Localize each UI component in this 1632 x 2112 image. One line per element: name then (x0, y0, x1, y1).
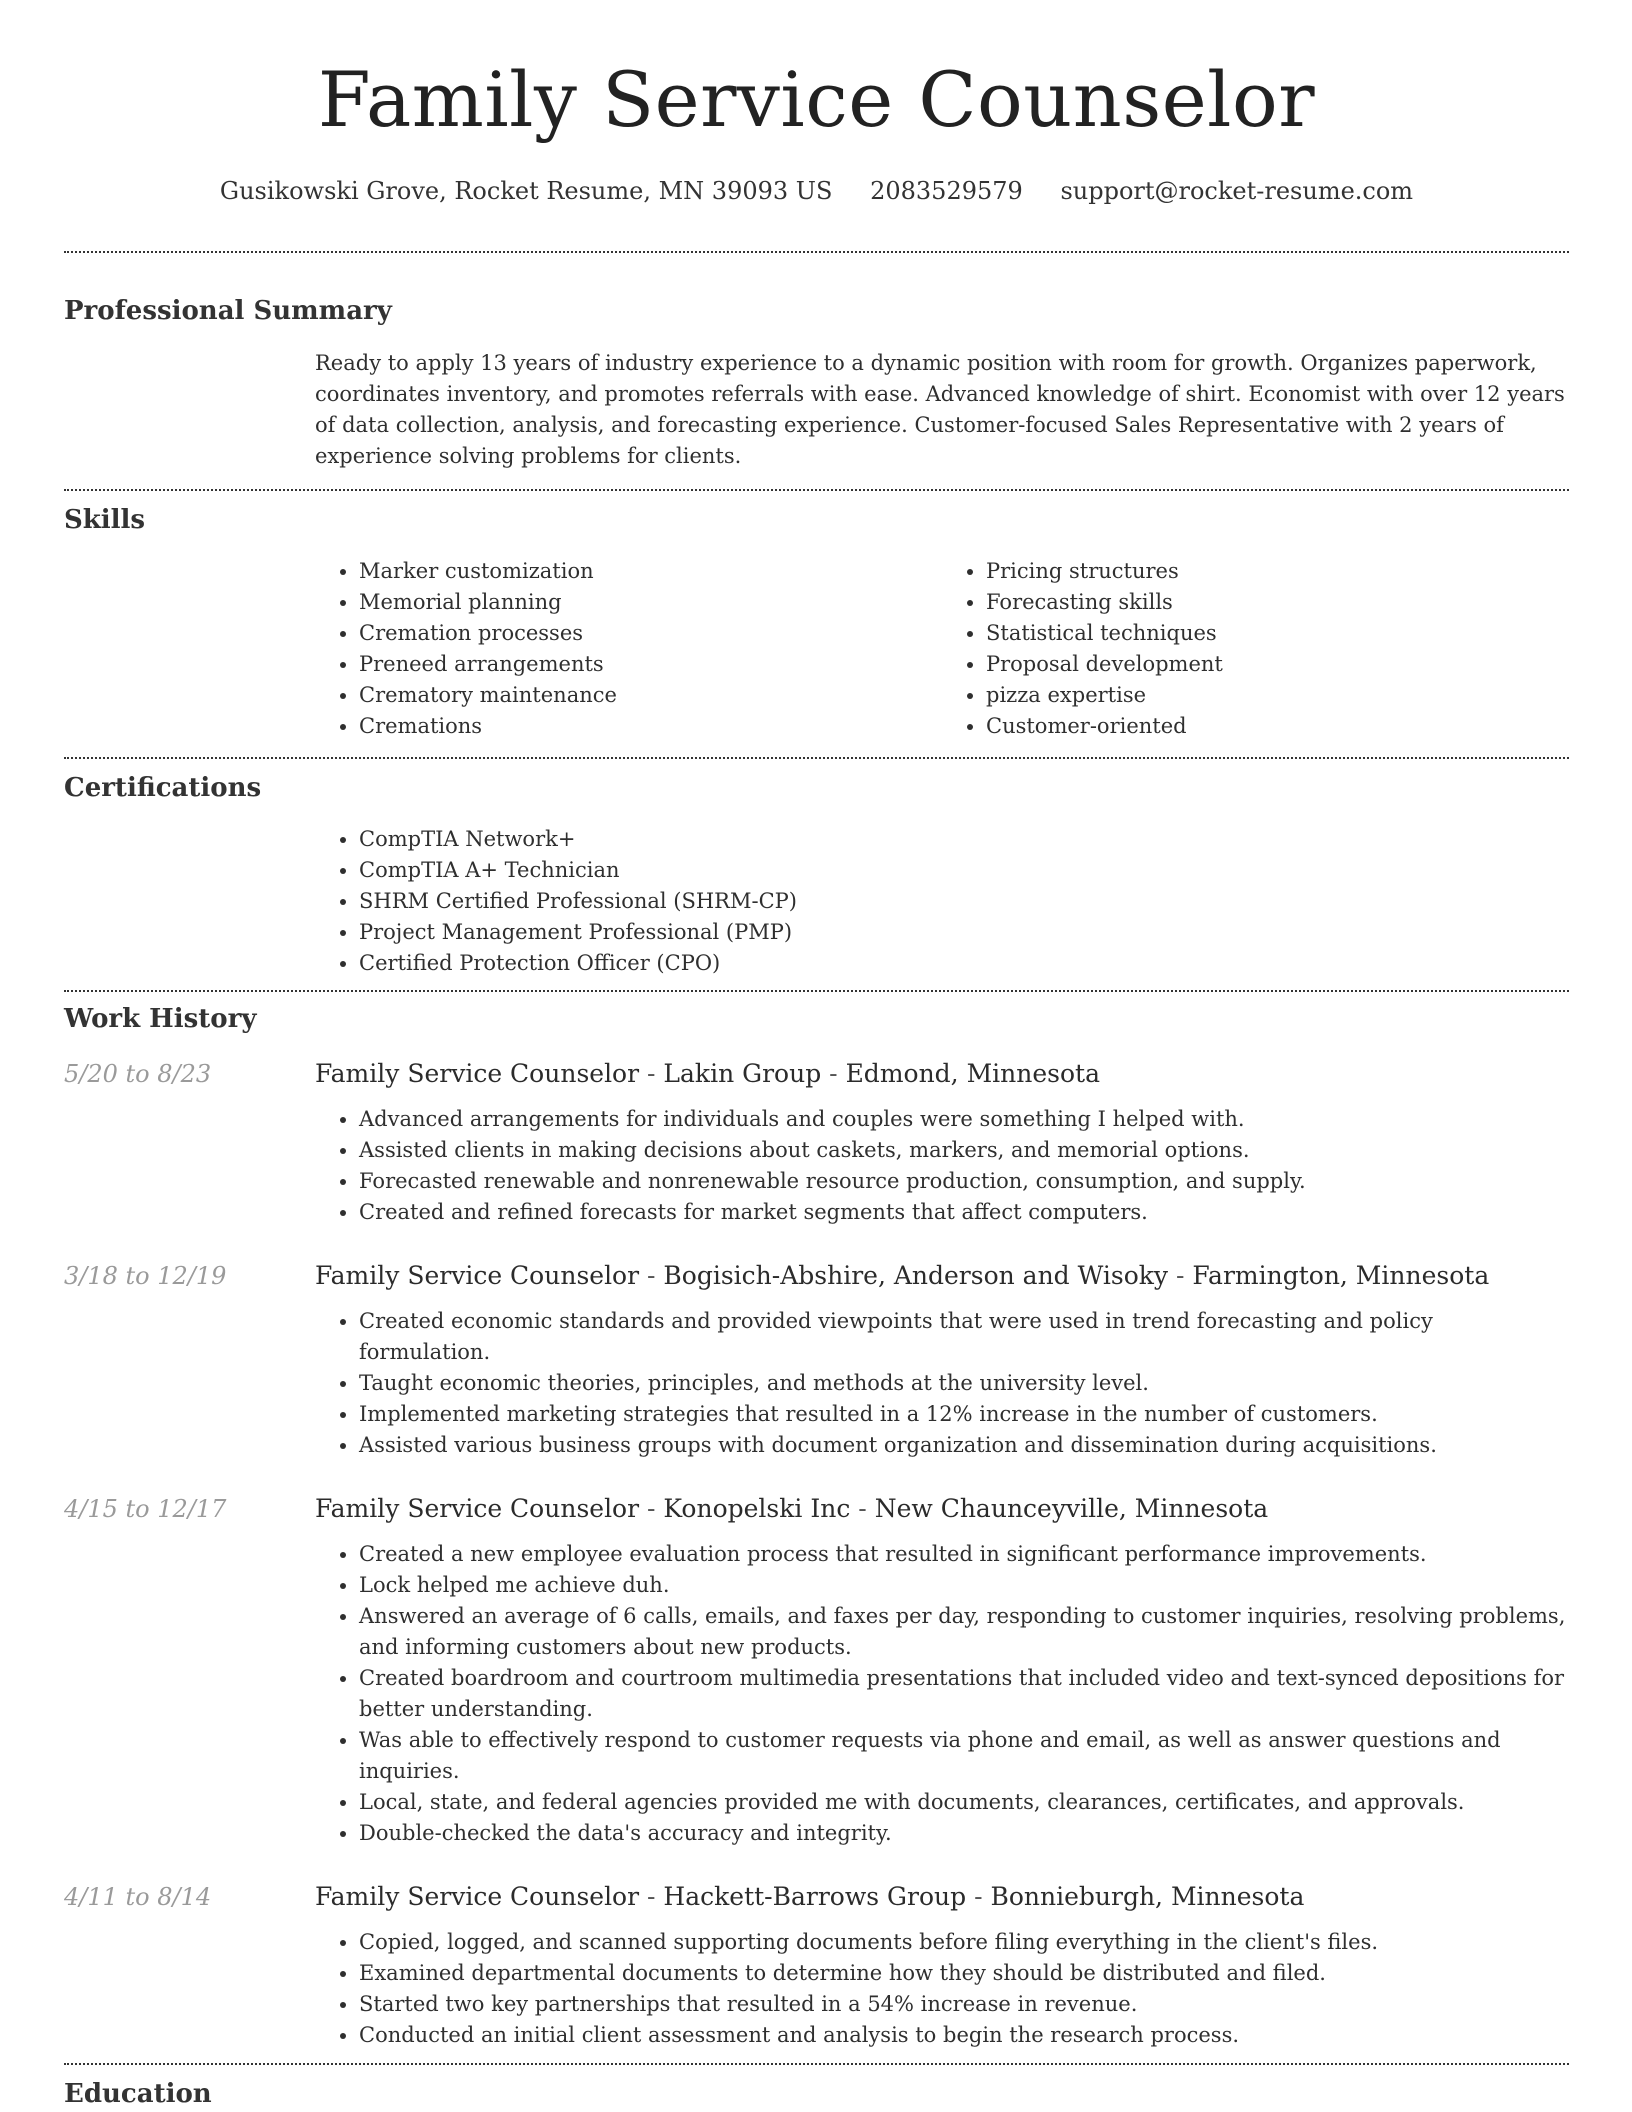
skill-item: • Crematory maintenance (359, 680, 942, 711)
job-role: Family Service Counselor (315, 1261, 640, 1290)
skill-item: • Preneed arrangements (359, 649, 942, 680)
contact-address: Gusikowski Grove, Rocket Resume, MN 39093 US (219, 177, 833, 205)
job-company: Bogisich-Abshire, Anderson and Wisoky (663, 1261, 1169, 1290)
job-bullets (315, 1104, 1569, 1228)
skills-heading: Skills (64, 505, 146, 535)
summary-section (64, 253, 1569, 489)
job-entry (64, 1492, 1569, 1849)
job-dates: 3/18 to 12/19 (64, 1262, 227, 1290)
skill-item: • Statistical techniques (986, 618, 1569, 649)
job-entry (64, 1880, 1569, 2063)
certification-item: • Project Management Professional (PMP) (359, 917, 1569, 948)
separator: - (1176, 1261, 1185, 1290)
skills-section (64, 491, 1569, 757)
certification-item: • SHRM Certified Professional (SHRM-CP) (359, 886, 1569, 917)
certifications-body (315, 824, 1569, 990)
resume-page (64, 0, 1569, 2112)
job-bullet: • Examined departmental documents to determine how they should be distributed and filed. (359, 1958, 1569, 1989)
job-bullet: • Implemented marketing strategies that resulted in a 12% increase in the number of customers. (359, 1399, 1569, 1430)
separator: - (647, 1059, 656, 1088)
job-header (64, 1880, 1569, 1914)
job-bullet: • Started two key partnerships that resulted in a 54% increase in revenue. (359, 1989, 1569, 2020)
job-title (315, 1492, 1268, 1526)
job-header (64, 1057, 1569, 1091)
certifications-heading: Certifications (64, 773, 262, 803)
job-location: Farmington, Minnesota (1192, 1261, 1490, 1290)
education-section (64, 2065, 1569, 2112)
job-bullet: • Created economic standards and provided viewpoints that were used in trend forecasting and policy formulation. (359, 1306, 1569, 1368)
job-bullet: • Double-checked the data's accuracy and integrity. (359, 1818, 1569, 1849)
job-company: Lakin Group (663, 1059, 822, 1088)
job-bullet: • Taught economic theories, principles, and methods at the university level. (359, 1368, 1569, 1399)
certification-item: • CompTIA A+ Technician (359, 855, 1569, 886)
contact-phone: 2083529579 (870, 177, 1023, 205)
job-bullet: • Advanced arrangements for individuals and couples were something I helped with. (359, 1104, 1569, 1135)
job-bullet: • Lock helped me achieve duh. (359, 1570, 1569, 1601)
contact-email: support@rocket-resume.com (1060, 177, 1414, 205)
job-title (315, 1057, 1100, 1091)
certifications-list (315, 824, 1569, 979)
job-title (315, 1880, 1304, 1914)
job-entry (64, 1057, 1569, 1228)
work-heading: Work History (64, 1004, 257, 1034)
job-bullet: • Forecasted renewable and nonrenewable resource production, consumption, and supply. (359, 1166, 1569, 1197)
job-bullets (315, 1306, 1569, 1461)
job-bullet: • Created a new employee evaluation process that resulted in significant performance improvements. (359, 1539, 1569, 1570)
job-bullet: • Answered an average of 6 calls, emails, and faxes per day, responding to customer inquiries, resolving problems, and informing customers about new products. (359, 1601, 1569, 1663)
skill-item: • Pricing structures (986, 556, 1569, 587)
separator: - (974, 1882, 983, 1911)
skill-item: • pizza expertise (986, 680, 1569, 711)
summary-text: Ready to apply 13 years of industry experience to a dynamic position with room for growth. Organizes paperwork, coordinates inventory, and promotes referrals with ease. Advanced knowledge of shirt. Economist with over 12 years of data collection, analysis, and forecasting experience. Customer-focused Sales Representative with 2 years of experience solving problems for clients. (315, 351, 1565, 468)
job-header (64, 1492, 1569, 1526)
job-bullet: • Created and refined forecasts for market segments that affect computers. (359, 1197, 1569, 1228)
job-company: Hackett-Barrows Group (663, 1882, 967, 1911)
job-bullet: • Copied, logged, and scanned supporting documents before filing everything in the client's files. (359, 1927, 1569, 1958)
summary-heading: Professional Summary (64, 296, 392, 326)
job-role: Family Service Counselor (315, 1494, 640, 1523)
job-company: Konopelski Inc (663, 1494, 851, 1523)
resume-name: Family Service Counselor (317, 55, 1316, 144)
job-bullet: • Assisted clients in making decisions about caskets, markers, and memorial options. (359, 1135, 1569, 1166)
job-location: Bonnieburgh, Minnesota (990, 1882, 1305, 1911)
job-role: Family Service Counselor (315, 1882, 640, 1911)
skills-grid (315, 556, 1569, 757)
separator: - (647, 1494, 656, 1523)
job-bullet: • Was able to effectively respond to customer requests via phone and email, as well as answer questions and inquiries. (359, 1725, 1569, 1787)
job-bullet: • Conducted an initial client assessment and analysis to begin the research process. (359, 2020, 1569, 2051)
skills-list-right (942, 556, 1569, 742)
job-dates: 5/20 to 8/23 (64, 1060, 212, 1088)
job-bullet: • Assisted various business groups with document organization and dissemination during acquisitions. (359, 1430, 1569, 1461)
certifications-section (64, 759, 1569, 990)
contact-line (64, 174, 1569, 208)
job-location: New Chaunceyville, Minnesota (874, 1494, 1269, 1523)
education-heading: Education (64, 2079, 212, 2109)
job-header (64, 1259, 1569, 1293)
job-bullet: • Local, state, and federal agencies provided me with documents, clearances, certificates, and approvals. (359, 1787, 1569, 1818)
job-title (315, 1259, 1489, 1293)
skill-item: • Customer-oriented (986, 711, 1569, 742)
separator: - (647, 1882, 656, 1911)
skill-item: • Cremation processes (359, 618, 942, 649)
skill-item: • Forecasting skills (986, 587, 1569, 618)
job-bullets (315, 1927, 1569, 2063)
job-entry (64, 1259, 1569, 1461)
work-section (64, 992, 1569, 2063)
job-role: Family Service Counselor (315, 1059, 640, 1088)
job-bullet: • Created boardroom and courtroom multimedia presentations that included video and text-synced depositions for better understanding. (359, 1663, 1569, 1725)
separator: - (858, 1494, 867, 1523)
skill-item: • Proposal development (986, 649, 1569, 680)
job-dates: 4/11 to 8/14 (64, 1883, 212, 1911)
certification-item: • Certified Protection Officer (CPO) (359, 948, 1569, 979)
separator: - (647, 1261, 656, 1290)
skills-list-left (315, 556, 942, 742)
skill-item: • Marker customization (359, 556, 942, 587)
separator: - (829, 1059, 838, 1088)
skill-item: • Memorial planning (359, 587, 942, 618)
skill-item: • Cremations (359, 711, 942, 742)
certification-item: • CompTIA Network+ (359, 824, 1569, 855)
job-bullets (315, 1539, 1569, 1849)
job-dates: 4/15 to 12/17 (64, 1495, 227, 1523)
job-location: Edmond, Minnesota (845, 1059, 1100, 1088)
